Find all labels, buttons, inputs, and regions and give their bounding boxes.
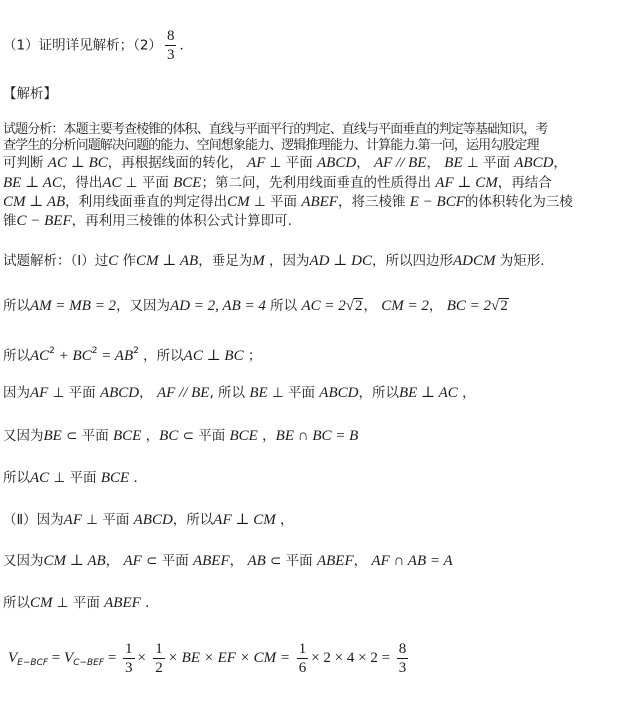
exponent: 2 [49, 346, 55, 356]
answer-line [3, 28, 193, 63]
text: ， [363, 298, 377, 314]
radicand: 2 [500, 298, 508, 314]
text: 又因为 [3, 428, 44, 444]
text: ⊥ 平面 [49, 470, 101, 486]
math: BE ⊥ AC [398, 385, 458, 401]
text: ，再结合 [497, 175, 552, 191]
solution-line-3 [3, 341, 261, 366]
math: BC [159, 428, 179, 444]
math: AF ⊥ CM [435, 175, 498, 191]
math: AD = 2, AB = 4 [170, 298, 266, 314]
text: ，垂足为 [198, 253, 253, 269]
section-title: 【解析】 [3, 86, 57, 102]
text: 作 [122, 253, 137, 269]
math: = [104, 650, 121, 666]
answer-prefix: （1）证明详见解析；（2） [3, 37, 162, 54]
text: 所以 [270, 298, 298, 314]
math: × 2 × 4 × 2 = [311, 650, 394, 666]
math: ABEF [104, 595, 141, 611]
math: AF [247, 155, 266, 171]
math: AM = MB = 2 [30, 298, 117, 314]
text: ． [145, 595, 159, 611]
numerator: 8 [398, 640, 407, 657]
math: BCE [100, 470, 130, 486]
math: C − BEF [16, 213, 72, 229]
text: ， [353, 553, 368, 569]
text: ， [426, 155, 440, 171]
text: ， [428, 298, 443, 314]
text: ⊥ 平面 [52, 595, 105, 611]
math: BCE [173, 175, 202, 191]
math: AF ⊥ CM [213, 512, 276, 528]
text: ⊂ 平面 [178, 428, 230, 444]
text: 所以 [3, 298, 30, 314]
solution-line-1 [3, 251, 545, 271]
text: 又因为 [3, 553, 44, 569]
text: 试题解析：（Ⅰ）过 [3, 253, 109, 269]
math: ABEF [316, 553, 354, 569]
text: ，再利用三棱锥的体积公式计算即可. [71, 213, 292, 229]
math: CM = 2 [381, 298, 429, 314]
math: BE [444, 155, 463, 171]
math: ABCD [319, 385, 359, 401]
fraction [297, 641, 309, 676]
math: BE ⊥ AC [3, 175, 62, 191]
text: ⊥ 平面 [48, 385, 100, 401]
math: BCE [113, 428, 142, 444]
text: ， [105, 553, 120, 569]
math: + BC [54, 348, 92, 364]
math: C [108, 253, 119, 269]
analysis-line-1: 试题分析：本题主要考查棱锥的体积、直线与平面平行的判定、直线与平面垂直的判定等基础知识，考 [3, 122, 548, 137]
radicand: 2 [354, 298, 363, 314]
answer-denominator: 3 [166, 47, 175, 63]
math: AC = 2 [301, 298, 346, 314]
math: AF // BE [373, 155, 427, 171]
analysis-line-5 [3, 192, 573, 212]
text: ⊥ 平面 [462, 155, 515, 171]
math: × BE × EF × CM = [167, 650, 294, 666]
text: ⊂ 平面 [265, 553, 317, 569]
text: ，因为 [269, 253, 310, 269]
math: BE [43, 428, 62, 444]
text: ⊥ 平面 [265, 155, 318, 171]
math: ABCD [99, 385, 140, 401]
math: AF [63, 512, 82, 528]
subscript: C−BEF [73, 658, 105, 668]
text: ，又因为 [116, 298, 171, 314]
sqrt-icon: √ [345, 298, 354, 314]
text: （Ⅱ）因为 [3, 512, 64, 528]
math: BC = 2 [446, 298, 491, 314]
answer-suffix: ． [179, 37, 193, 54]
math: AF [30, 385, 49, 401]
math: AC ⊥ BC [183, 348, 244, 364]
text: ⊥ 平面 [249, 194, 302, 210]
solution-line-9 [3, 593, 159, 613]
denominator: 2 [155, 659, 163, 676]
math: BE ∩ BC = B [275, 428, 359, 444]
text: ，利用线面垂直的判定得出 [65, 194, 228, 210]
math: AC [30, 470, 50, 486]
math: AC [30, 348, 50, 364]
subscript: E−BCF [17, 658, 49, 668]
solution-line-7 [3, 510, 294, 530]
text: 所以 [3, 348, 30, 364]
denominator: 3 [125, 659, 133, 676]
solution-line-5 [3, 426, 358, 446]
math: E − BCF [409, 194, 465, 210]
exponent: 2 [133, 346, 139, 356]
text: 的体积转化为三棱 [464, 194, 573, 210]
text: ， [145, 428, 160, 444]
math: CM [30, 595, 53, 611]
analysis-line-2: 查学生的分析问题解决问题的能力、空间想象能力、逻辑推理能力、计算能力.第一问，运用勾股定理 [3, 138, 539, 153]
numerator: 1 [155, 640, 163, 657]
volume-formula [8, 638, 411, 683]
solution-line-6 [3, 468, 147, 488]
solution-line-2 [3, 296, 509, 316]
numerator: 1 [298, 640, 307, 657]
answer-fraction [165, 28, 177, 63]
text: ， [280, 512, 294, 528]
math: CM ⊥ AB [3, 194, 66, 210]
analysis-line-3 [3, 153, 567, 173]
math: ADCM [452, 253, 496, 269]
text: ，所以四边形 [371, 253, 453, 269]
math: V [8, 650, 18, 666]
text: 可判断 [3, 155, 44, 171]
text: ，得出 [61, 175, 103, 191]
denominator: 6 [298, 659, 307, 676]
text: ． [133, 470, 147, 486]
text: ，再根据线面的转化， [107, 155, 243, 171]
fraction [123, 641, 135, 676]
math: BCE [229, 428, 258, 444]
denominator: 3 [398, 659, 407, 676]
math: BE [249, 385, 268, 401]
math: ABEF [192, 553, 230, 569]
sqrt-icon: √ [491, 298, 500, 314]
math: = [48, 650, 65, 666]
numerator: 1 [125, 640, 133, 657]
text: ⊥ 平面 [121, 175, 174, 191]
analysis-line-4 [3, 173, 552, 193]
text: ， [553, 155, 567, 171]
exponent: 2 [91, 346, 98, 356]
text: ⊂ 平面 [61, 428, 114, 444]
text: , 所以 [209, 385, 246, 401]
solution-line-8 [3, 551, 453, 571]
solution-line-4 [3, 383, 476, 403]
math: ABCD [133, 512, 173, 528]
text: 因为 [3, 385, 30, 401]
text: ， [139, 385, 153, 401]
math: ABEF [301, 194, 338, 210]
math: AD ⊥ DC [309, 253, 372, 269]
math: AB [247, 553, 266, 569]
fraction [397, 641, 409, 676]
math: AC [102, 175, 122, 191]
text: 为矩形. [499, 253, 545, 269]
math: ABCD [514, 155, 554, 171]
text: ⊂ 平面 [141, 553, 193, 569]
text: ，所以 [143, 348, 184, 364]
math: = AB [97, 348, 134, 364]
text: 锥 [3, 213, 17, 229]
text: 所以 [3, 470, 30, 486]
text: ；第二问，先利用线面垂直的性质得出 [201, 175, 431, 191]
math: AF [123, 553, 142, 569]
text: ，所以 [358, 385, 399, 401]
text: ， [356, 155, 370, 171]
math: AC ⊥ BC [47, 155, 108, 171]
text: 所以 [3, 595, 30, 611]
text: ⊥ 平面 [81, 512, 134, 528]
analysis-line-6 [3, 211, 292, 231]
fraction [153, 641, 165, 676]
text: ， [262, 428, 276, 444]
text: ， [229, 553, 244, 569]
math: AF ∩ AB = A [371, 553, 453, 569]
text: ，所以 [172, 512, 214, 528]
text: ； [247, 348, 262, 364]
text: ， [462, 385, 476, 401]
math: CM ⊥ AB [43, 553, 106, 569]
math: ABCD [317, 155, 357, 171]
answer-numerator: 8 [166, 28, 175, 44]
math: V [64, 650, 74, 666]
math: CM [227, 194, 250, 210]
text: ，将三棱锥 [337, 194, 406, 210]
math: M [252, 253, 265, 269]
text: ⊥ 平面 [267, 385, 320, 401]
math: AF // BE [156, 385, 210, 401]
math: × [137, 650, 146, 666]
math: CM ⊥ AB [136, 253, 199, 269]
